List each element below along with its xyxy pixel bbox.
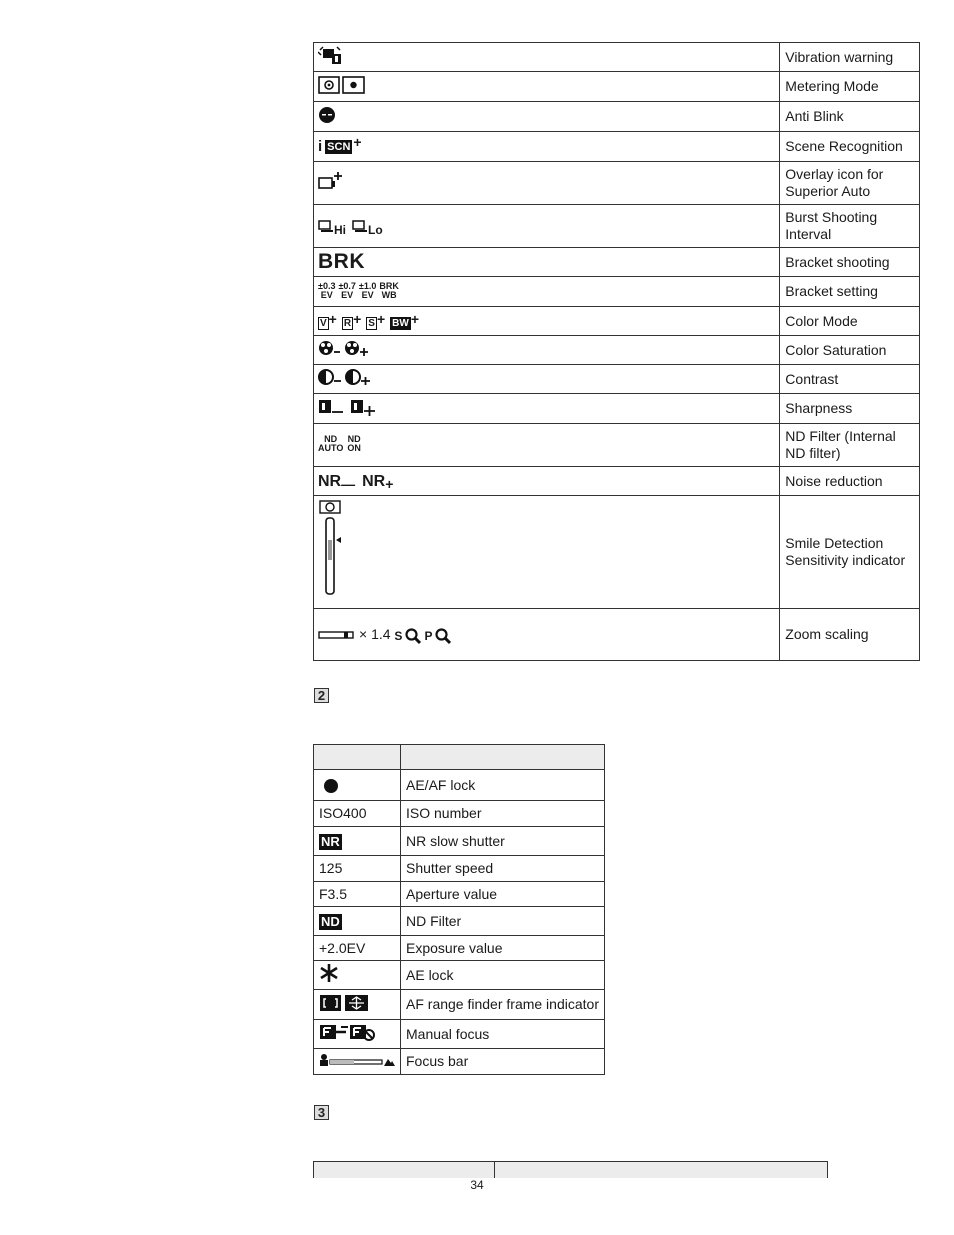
table-row (314, 277, 920, 307)
row-description: Vibration warning (780, 43, 920, 72)
row-description: Scene Recognition (780, 132, 920, 162)
table-row (314, 827, 605, 856)
noise-reduction-icons: NR — NR + (318, 472, 394, 492)
smile-detection-indicator (318, 583, 344, 599)
nr-slow-shutter-icon: NR (321, 833, 340, 849)
color-saturation-icons (318, 339, 370, 357)
row-description: Exposure value (401, 936, 605, 961)
icon-cell (314, 990, 401, 1020)
icon-cell (314, 467, 780, 496)
bracket-setting-icons: ±0.3 EV±0.7 EV±1.0 EVBRK WB (318, 280, 399, 300)
anti-blink-icon (318, 106, 336, 124)
row-description: ND Filter (Internal ND filter) (780, 424, 920, 467)
icon-cell (314, 907, 401, 936)
row-description: ND Filter (401, 907, 605, 936)
icon-cell (314, 394, 780, 424)
row-description: Aperture value (401, 882, 605, 907)
row-description: Contrast (780, 365, 920, 394)
table-row (314, 496, 920, 609)
row-description: AF range finder frame indicator (401, 990, 605, 1020)
row-description: Zoom scaling (780, 609, 920, 661)
display-icons-table-2 (313, 744, 605, 1075)
table-row (314, 882, 605, 907)
row-description: Anti Blink (780, 102, 920, 132)
ae-af-lock-icon (324, 779, 338, 793)
table-row (314, 961, 605, 990)
table-row (314, 424, 920, 467)
table-row (314, 936, 605, 961)
icon-value: 125 (314, 856, 401, 882)
icon-cell (314, 102, 780, 132)
zoom-scaling-icons: × 1.4 S P (318, 624, 775, 645)
page-number: 34 (470, 1178, 484, 1192)
row-description: Overlay icon for Superior Auto (780, 162, 920, 205)
burst-interval-icons: Hi Lo (318, 214, 383, 239)
icon-cell (314, 248, 780, 277)
table-row (314, 248, 920, 277)
icon-cell (314, 1020, 401, 1049)
color-mode-icons: V + R + S + BW + (320, 310, 419, 329)
icon-cell (314, 205, 780, 248)
icon-cell (314, 827, 401, 856)
ae-lock-icon (319, 963, 339, 983)
table-row (314, 307, 920, 336)
icon-value: +2.0EV (314, 936, 401, 961)
row-description: AE lock (401, 961, 605, 990)
row-description: NR slow shutter (401, 827, 605, 856)
table-row (314, 907, 605, 936)
table-row (314, 609, 920, 661)
row-description: Burst Shooting Interval (780, 205, 920, 248)
table-row (314, 205, 920, 248)
row-description: Sharpness (780, 394, 920, 424)
table-row (314, 394, 920, 424)
row-description: Color Saturation (780, 336, 920, 365)
table-row (314, 856, 605, 882)
section-2-badge: 2 (314, 688, 329, 703)
icon-cell (314, 496, 780, 609)
bracket-shooting-icon: BRK (318, 250, 365, 273)
row-description: Bracket shooting (780, 248, 920, 277)
table-row (314, 1020, 605, 1049)
row-description: Noise reduction (780, 467, 920, 496)
contrast-icons (318, 368, 374, 386)
icon-cell (314, 162, 780, 205)
icon-value: F3.5 (314, 882, 401, 907)
row-description: ISO number (401, 801, 605, 827)
icon-cell (314, 365, 780, 394)
overlay-superior-auto-icon (318, 171, 342, 191)
icon-cell (314, 277, 780, 307)
icon-cell (314, 961, 401, 990)
metering-mode-icons (318, 76, 366, 94)
table-row (314, 365, 920, 394)
icon-value: ISO400 (314, 801, 401, 827)
icon-cell (314, 43, 780, 72)
table-row (314, 467, 920, 496)
section-3-badge: 3 (314, 1105, 329, 1120)
nd-filter-icons: ND AUTOND ON (318, 434, 361, 453)
table-row (314, 43, 920, 72)
manual-focus-icons (319, 1022, 377, 1042)
table-row (314, 102, 920, 132)
table-row (314, 336, 920, 365)
af-frame-indicator-icons (319, 994, 369, 1012)
nd-filter-icon: ND (321, 913, 340, 929)
row-description: Manual focus (401, 1020, 605, 1049)
row-description: Metering Mode (780, 72, 920, 102)
row-description: Smile Detection Sensitivity indicator (780, 496, 920, 609)
sharpness-icons (318, 398, 378, 416)
icon-cell (314, 132, 780, 162)
icon-cell (314, 336, 780, 365)
focus-bar-icon (319, 1053, 395, 1067)
table-header-row (314, 1162, 828, 1179)
display-icons-table-3 (313, 1161, 828, 1178)
table-row (314, 801, 605, 827)
row-description: Color Mode (780, 307, 920, 336)
scene-recognition-icon: i SCN + (318, 134, 362, 155)
vibration-warning-icon (318, 46, 342, 64)
table-header-row (314, 745, 605, 770)
icon-cell (314, 307, 780, 336)
row-description: Bracket setting (780, 277, 920, 307)
icon-cell (314, 72, 780, 102)
icon-cell (314, 609, 780, 661)
table-row (314, 132, 920, 162)
row-description: Shutter speed (401, 856, 605, 882)
row-description: AE/AF lock (401, 770, 605, 801)
table-row (314, 72, 920, 102)
table-row (314, 1049, 605, 1075)
row-description: Focus bar (401, 1049, 605, 1075)
icon-cell (314, 1049, 401, 1075)
table-row (314, 770, 605, 801)
table-row (314, 990, 605, 1020)
table-row (314, 162, 920, 205)
icon-cell (314, 424, 780, 467)
icon-cell (314, 770, 401, 801)
display-icons-table-1 (313, 42, 920, 661)
